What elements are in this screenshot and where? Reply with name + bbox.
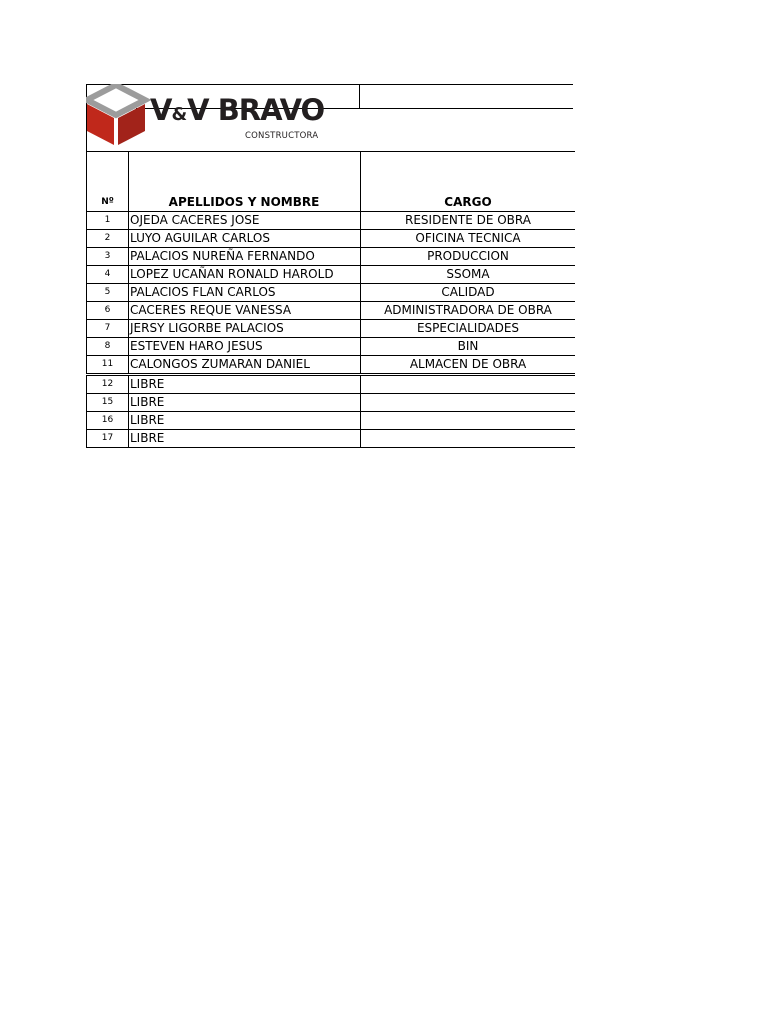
table-row [87, 266, 576, 284]
row-name[interactable]: LOPEZ UCAÑAN RONALD HAROLD [129, 266, 361, 284]
table-row [87, 320, 576, 338]
row-num[interactable]: 2 [87, 230, 129, 248]
row-name[interactable]: LUYO AGUILAR CARLOS [129, 230, 361, 248]
row-cargo[interactable]: BIN [361, 338, 576, 356]
row-name[interactable]: CACERES REQUE VANESSA [129, 302, 361, 320]
row-num[interactable]: 12 [87, 375, 129, 394]
row-cargo[interactable]: PRODUCCION [361, 248, 576, 266]
row-num[interactable]: 8 [87, 338, 129, 356]
row-cargo[interactable]: SSOMA [361, 266, 576, 284]
row-num[interactable]: 6 [87, 302, 129, 320]
row-cargo[interactable]: CALIDAD [361, 284, 576, 302]
row-num[interactable]: 17 [87, 430, 129, 448]
table-row [87, 230, 576, 248]
table-row [87, 284, 576, 302]
company-name-part2: V BRAVO [187, 93, 325, 127]
row-cargo[interactable]: RESIDENTE DE OBRA [361, 212, 576, 230]
row-name[interactable]: LIBRE [129, 412, 361, 430]
row-num[interactable]: 1 [87, 212, 129, 230]
row-name[interactable]: LIBRE [129, 375, 361, 394]
row-name[interactable]: LIBRE [129, 430, 361, 448]
row-num[interactable]: 4 [87, 266, 129, 284]
row-num[interactable]: 16 [87, 412, 129, 430]
table-header-row [87, 152, 576, 212]
table-row [87, 430, 576, 448]
header-name[interactable]: APELLIDOS Y NOMBRE [129, 152, 361, 212]
row-name[interactable]: PALACIOS NUREÑA FERNANDO [129, 248, 361, 266]
table-row [87, 356, 576, 375]
company-subtitle: CONSTRUCTORA [245, 131, 319, 141]
header-cargo[interactable]: CARGO [361, 152, 576, 212]
table-row [87, 248, 576, 266]
row-num[interactable]: 11 [87, 356, 129, 375]
row-num[interactable]: 15 [87, 394, 129, 412]
table-row [87, 338, 576, 356]
row-cargo[interactable]: ALMACEN DE OBRA [361, 356, 576, 375]
table-row [87, 302, 576, 320]
row-name[interactable]: CALONGOS ZUMARAN DANIEL [129, 356, 361, 375]
row-cargo[interactable] [361, 375, 576, 394]
table-row [87, 212, 576, 230]
header-divider [359, 84, 360, 108]
row-num[interactable]: 3 [87, 248, 129, 266]
row-num[interactable]: 7 [87, 320, 129, 338]
row-name[interactable]: LIBRE [129, 394, 361, 412]
row-cargo[interactable] [361, 394, 576, 412]
row-cargo[interactable]: OFICINA TECNICA [361, 230, 576, 248]
row-name[interactable]: ESTEVEN HARO JESUS [129, 338, 361, 356]
row-cargo[interactable] [361, 412, 576, 430]
row-name[interactable]: OJEDA CACERES JOSE [129, 212, 361, 230]
row-name[interactable]: JERSY LIGORBE PALACIOS [129, 320, 361, 338]
company-name [150, 93, 325, 127]
row-cargo[interactable]: ESPECIALIDADES [361, 320, 576, 338]
row-cargo[interactable]: ADMINISTRADORA DE OBRA [361, 302, 576, 320]
row-name[interactable]: PALACIOS FLAN CARLOS [129, 284, 361, 302]
row-cargo[interactable] [361, 430, 576, 448]
staff-table [86, 151, 575, 448]
header-num[interactable]: Nº [87, 152, 129, 212]
company-name-part1: V [150, 93, 172, 127]
table-row [87, 394, 576, 412]
table-row [87, 375, 576, 394]
company-name-amp: & [171, 104, 188, 125]
row-num[interactable]: 5 [87, 284, 129, 302]
table-row [87, 412, 576, 430]
